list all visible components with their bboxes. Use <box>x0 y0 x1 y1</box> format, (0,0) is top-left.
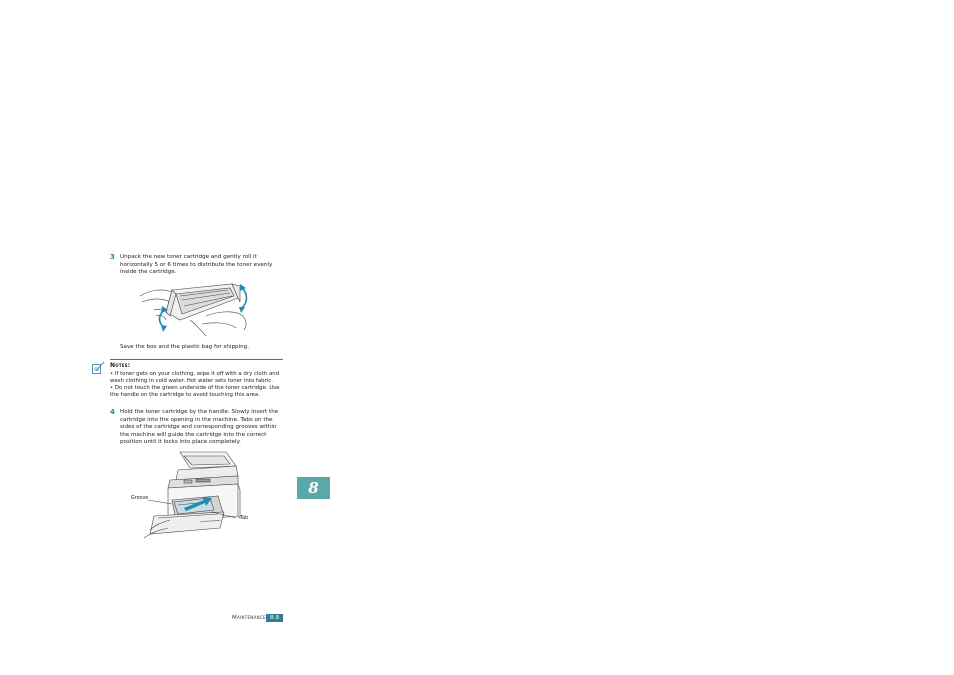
note-item-clothing: • If toner gets on your clothing, wipe it off with a dry cloth and wash clothing in cold water. Hot water sets toner into fabric. <box>110 371 280 384</box>
step-3-number: 3 <box>110 253 115 261</box>
cartridge-insert-illustration <box>140 450 242 542</box>
step-4-number: 4 <box>110 408 115 416</box>
notes-title: Notes: <box>110 362 131 369</box>
callout-tab: Tab <box>240 516 249 521</box>
note-pencil-icon <box>91 361 105 375</box>
chapter-tab: 8 <box>297 477 330 499</box>
note-item-underside: • Do not touch the green underside of the toner cartridge. Use the handle on the cartridge to avoid touching this area. <box>110 385 280 398</box>
step-3-text: Unpack the new toner cartridge and gently roll it horizontally 5 or 6 times to distribute the toner evenly inside the cartridge. <box>120 254 273 276</box>
footer-section-label: Maintenance <box>232 615 266 621</box>
callout-groove: Groove <box>131 496 149 501</box>
toner-shake-illustration <box>136 280 254 340</box>
step-4-text: Hold the toner cartridge by the handle. Slowly insert the cartridge into the opening in the machine. Tabs on the sides of the cartridge and corresponding grooves within the machine will guide the cartridge into the correct position until it locks into place completely. <box>120 409 279 446</box>
page-number: 8.9 <box>266 614 283 622</box>
notes-rule <box>110 359 283 360</box>
step-3-save-text: Save the box and the plastic bag for shipping. <box>120 344 249 350</box>
